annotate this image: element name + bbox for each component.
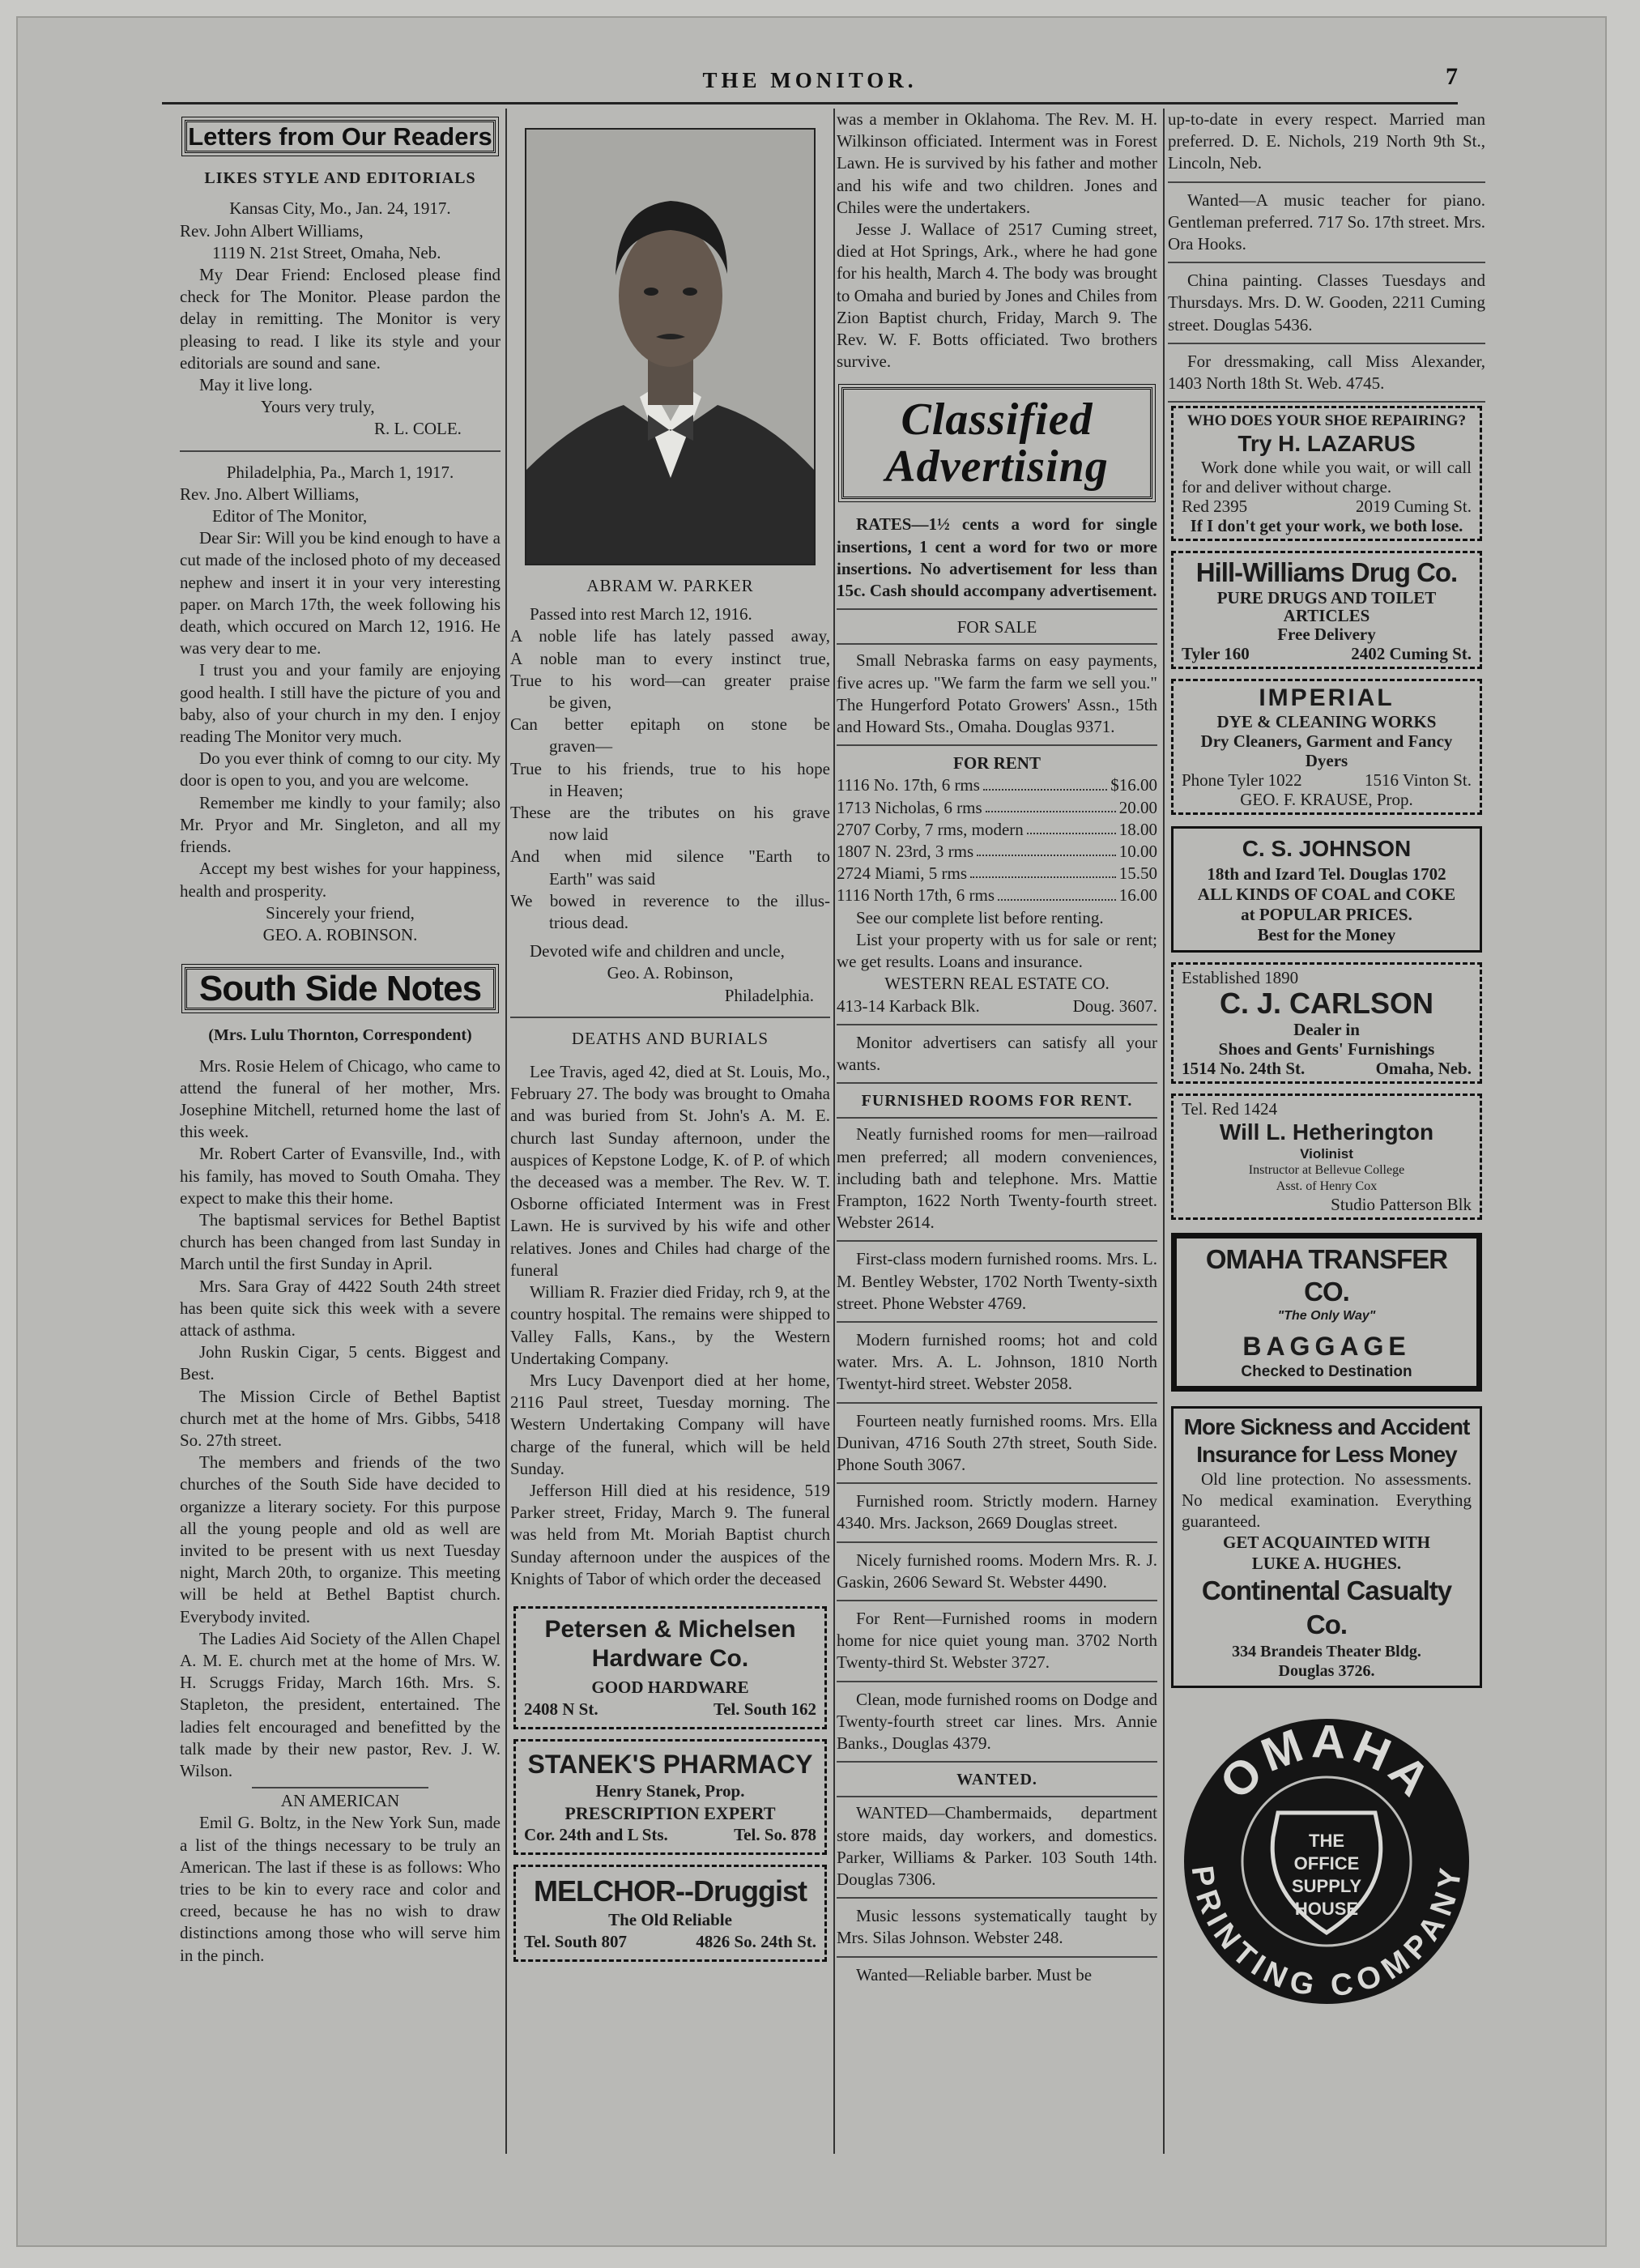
ad-lazarus — [1171, 406, 1482, 541]
divider — [837, 1117, 1157, 1119]
letter1-heading: LIKES STYLE AND EDITORIALS — [204, 169, 476, 188]
monitor-note: Monitor advertisers can satisfy all your wants. — [837, 1032, 1157, 1074]
ad-city: Omaha, Neb. — [1375, 1059, 1472, 1079]
letter2-to: Rev. Jno. Albert Williams, — [180, 484, 360, 504]
news-item: The Ladies Aid Society of the Allen Chapel A. M. E. church met at the home of Mrs. W. H. Scruggs Friday, March 16th. Mrs. S. Stapleton, the president, entertained. The ladies felt encouraged and benefitted by the talk made by their new pastor, Rev. J. W. Wilson. — [180, 1628, 501, 1781]
rental-place: 1116 North 17th, 6 rms — [837, 885, 995, 906]
letter1-closing: Yours very truly, — [261, 397, 375, 417]
ad-line: Asst. of Henry Cox — [1276, 1179, 1378, 1194]
ad-name: Petersen & Michelsen — [544, 1615, 796, 1643]
rental-price: 10.00 — [1118, 842, 1157, 862]
ad-phone: Tel. South 807 — [524, 1931, 628, 1951]
death-notice: Mrs Lucy Davenport died at her home, 2116 Paul street, Tuesday morning. The Western Undertaking Company will have charge of the funeral, which will be held Sunday. — [510, 1370, 830, 1478]
masthead — [162, 57, 1458, 104]
divider — [1168, 262, 1485, 263]
poem-line: A noble man to every instinct true, — [510, 648, 830, 668]
ad-contact — [524, 1931, 816, 1953]
poem-line: graven— — [549, 736, 613, 757]
furnished-ad: Fourteen neatly furnished rooms. Mrs. Ella Dunivan, 4716 South 27th street, South Side. Phone South 3067. — [837, 1410, 1157, 1474]
furnished-ad: Furnished room. Strictly modern. Harney 4340. Mrs. Jackson, 2669 Douglas street. — [837, 1491, 1157, 1533]
seal-graphic — [1181, 1716, 1472, 2007]
leader-dots — [970, 863, 1116, 878]
poem-signer-city: Philadelphia. — [724, 985, 814, 1005]
ad-studio: Studio Patterson Blk — [1331, 1195, 1472, 1215]
divider — [837, 1681, 1157, 1682]
portrait-photo — [525, 128, 816, 565]
rental-place: 2707 Corby, 7 rms, modern — [837, 819, 1024, 839]
rental-list — [837, 774, 1157, 906]
divider — [837, 1024, 1157, 1025]
letter1-wish: May it live long. — [199, 375, 313, 395]
divider — [837, 1897, 1157, 1899]
divider — [837, 1796, 1157, 1797]
news-item: John Ruskin Cigar, 5 cents. Biggest and Best. — [180, 1342, 501, 1384]
news-item: The members and friends of the two churches of the South Side have decided to organizze a literary society. For this purpose all the young people and old as well are invited to be present with us next Tuesday night, March 20th, to organize. This meeting will be held at Bethel Baptist church. Everybody invited. — [180, 1452, 501, 1626]
ad-tagline: PRESCRIPTION EXPERT — [564, 1802, 776, 1823]
ad-tagline: If I don't get your work, we both lose. — [1190, 516, 1463, 536]
ad-address: 2019 Cuming St. — [1356, 497, 1472, 517]
real-estate-name: WESTERN REAL ESTATE CO. — [884, 974, 1110, 994]
ad-line: 18th and Izard Tel. Douglas 1702 — [1207, 864, 1446, 885]
leader-dots — [998, 885, 1116, 900]
rental-row — [837, 819, 1157, 841]
poem-line: And when mid silence "Earth to — [510, 846, 830, 867]
ad-proprietor: Henry Stanek, Prop. — [595, 1780, 745, 1801]
leader-dots — [1027, 819, 1116, 834]
wanted-ad: Music lessons systematically taught by Mrs. Silas Johnson. Webster 248. — [837, 1906, 1157, 1948]
ad-line: Dealer in — [1293, 1020, 1360, 1040]
rental-place: 2724 Miami, 5 rms — [837, 863, 967, 884]
ad-tagline: GOOD HARDWARE — [591, 1677, 749, 1697]
seal-bottom-path: PRINTING COMPANY — [1184, 1864, 1469, 2005]
ad-contact — [1182, 770, 1472, 790]
letter2-paragraph: Remember me kindly to your family; also Mr. Pryor and Mr. Singleton, and all my friends. — [180, 792, 501, 857]
ad-body: Work done while you wait, or will call for and deliver without charge. — [1182, 458, 1472, 497]
news-item: The baptismal services for Bethel Baptist church has been changed from last Sunday in March until the first Sunday in April. — [180, 1209, 501, 1274]
real-estate-phone: Doug. 3607. — [1072, 995, 1157, 1016]
death-notice: Jesse J. Wallace of 2517 Cuming street, died at Hot Springs, Ark., where he had gone for his health, March 4. The body was brought to Omaha and buried by Jones and Chiles from Zion Baptist church, Friday, March 9. The Rev. W. F. Botts officiated. Two brothers survive. — [837, 220, 1157, 372]
ad-address: Cor. 24th and L Sts. — [524, 1824, 668, 1844]
death-notice: Lee Travis, aged 42, died at St. Louis, Mo., February 27. The body was brought to Omaha and was buried from St. John's A. M. E. church last Sunday afternoon, under the auspices of Kepstone Lodge, K. of P. of which the deceased was a member. The Rev. W. T. Osborne officiated Interment was in Frest Lawn. He is survived by his wife and other relatives. Jones and Chiles had charge of the funeral — [510, 1062, 830, 1280]
ad-name: C. J. CARLSON — [1219, 987, 1434, 1021]
column-4 — [1168, 109, 1485, 2007]
ad-name: MELCHOR--Druggist — [534, 1874, 807, 1908]
ad-line: Best for the Money — [1257, 925, 1396, 945]
death-notice: William R. Frazier died Friday, rch 9, at the country hospital. The remains were shipped to Valley Falls, Kans., by the Western Undertaking Company. — [510, 1282, 830, 1368]
ad-phone: Douglas 3726. — [1278, 1662, 1375, 1681]
for-sale-ad: Small Nebraska farms on easy payments, five acres up. "We farm the farm we sell you." The Hungerford Potato Growers' Assn., 15th and Howard Sts., Omaha. Douglas 9371. — [837, 650, 1157, 737]
furnished-ad: For Rent—Furnished rooms in modern home for nice quiet young man. 3702 North Twenty-third St. Webster 3727. — [837, 1608, 1157, 1673]
rental-place: 1116 No. 17th, 6 rms — [837, 775, 980, 795]
rental-row — [837, 797, 1157, 819]
ad-line: Dry Cleaners, Garment and Fancy Dyers — [1200, 731, 1453, 771]
ad-contact — [1182, 1059, 1472, 1078]
divider — [837, 1761, 1157, 1763]
divider — [837, 1541, 1157, 1543]
ad-address: 334 Brandeis Theater Bldg. — [1232, 1643, 1421, 1661]
classified-ad: China painting. Classes Tuesdays and Thursdays. Mrs. D. W. Gooden, 2211 Cuming street. Douglas 5436. — [1168, 271, 1485, 335]
ad-line: Shoes and Gents' Furnishings — [1218, 1039, 1435, 1059]
rental-row — [837, 863, 1157, 885]
classified-ad: Wanted—A music teacher for piano. Gentleman preferred. 717 So. 17th street. Mrs. Ora Hooks. — [1168, 190, 1485, 254]
ad-line: ARTICLES — [1283, 606, 1370, 626]
ad-hetherington — [1171, 1094, 1482, 1220]
letters-title: Letters from Our Readers — [185, 120, 496, 153]
letter2-paragraph: Accept my best wishes for your happiness, health and prosperity. — [180, 859, 501, 901]
divider — [837, 1482, 1157, 1484]
ad-line: BAGGAGE — [1242, 1332, 1411, 1362]
poem-line: True to his friends, true to his hope — [510, 758, 830, 778]
poem-signer: Geo. A. Robinson, — [607, 963, 734, 983]
furnished-ad: Modern furnished rooms; hot and cold water. Mrs. A. L. Johnson, 1810 North Twentyt-hird street. Webster 2058. — [837, 1329, 1157, 1394]
ad-address: 2402 Cuming St. — [1351, 644, 1472, 664]
poem-line: We bowed in reverence to the illus- — [510, 890, 830, 910]
divider — [837, 643, 1157, 645]
divider — [837, 1082, 1157, 1084]
furnished-ad: First-class modern furnished rooms. Mrs. L. M. Bentley Webster, 1702 North Twenty-sixth street. Phone Webster 4769. — [837, 1249, 1157, 1313]
ad-cs-johnson — [1171, 826, 1482, 953]
ad-address: 1516 Vinton St. — [1365, 770, 1472, 791]
poem-line: be given, — [549, 693, 611, 713]
photo-caption: ABRAM W. PARKER — [586, 576, 754, 595]
ad-contact — [1182, 497, 1472, 516]
death-notice: Jefferson Hill died at his residence, 519 Parker street, Friday, March 9. The funeral was held from Mt. Moriah Baptist church Sunday afternoon under the auspices of the Knights of Tabor of which order the deceased — [510, 1480, 830, 1588]
divider — [1168, 401, 1485, 403]
ad-petersen — [513, 1606, 827, 1729]
divider — [510, 1017, 830, 1018]
newspaper-title: THE MONITOR. — [702, 68, 918, 92]
ad-line: ALL KINDS OF COAL and COKE — [1197, 885, 1456, 905]
letter1-signature: R. L. COLE. — [374, 419, 462, 439]
ad-phone: Tel. So. 878 — [734, 1824, 816, 1844]
wanted-ad-continued: up-to-date in every respect. Married man preferred. D. E. Nichols, 219 North 9th St., Lincoln, Neb. — [1168, 109, 1485, 173]
for-rent-heading: FOR RENT — [953, 753, 1041, 774]
ad-carlson — [1171, 962, 1482, 1084]
seal-center-text: HOUSE — [1294, 1899, 1359, 1920]
ad-address: 4826 So. 24th St. — [696, 1931, 816, 1951]
news-item: Mr. Robert Carter of Evansville, Ind., with his family, has moved to South Omaha. They expect to make this their home. — [180, 1144, 501, 1208]
ad-line: at POPULAR PRICES. — [1241, 905, 1412, 925]
ad-phone: Phone Tyler 1022 — [1182, 770, 1302, 791]
divider — [1168, 343, 1485, 344]
ad-name: OMAHA TRANSFER CO. — [1205, 1244, 1448, 1307]
ad-role: Violinist — [1300, 1146, 1353, 1162]
ad-name: Hill-Williams Drug Co. — [1195, 557, 1458, 588]
letter2-paragraph: I trust you and your family are enjoying good health. I still have the picture of you and baby, also of your church in my den. I enjoy reading The Monitor very much. — [180, 660, 501, 747]
ad-phone: Tel. Red 1424 — [1182, 1099, 1278, 1119]
ad-contact — [524, 1699, 816, 1720]
rental-price: 18.00 — [1118, 819, 1157, 839]
classified-ad: For dressmaking, call Miss Alexander, 1403 North 18th St. Web. 4745. — [1168, 351, 1485, 394]
south-side-title: South Side Notes — [185, 967, 496, 1010]
real-estate-contact — [837, 995, 1157, 1017]
seal-center-text: SUPPLY — [1291, 1876, 1362, 1897]
rental-place: 1713 Nicholas, 6 rms — [837, 797, 982, 817]
letter2-closing: Sincerely your friend, — [266, 902, 415, 923]
column-1 — [180, 109, 501, 1967]
ad-phone: Tel. South 162 — [713, 1699, 816, 1719]
ad-address: 2408 N St. — [524, 1699, 598, 1719]
divider — [252, 1787, 428, 1788]
rental-row — [837, 841, 1157, 863]
leader-dots — [986, 797, 1116, 812]
for-sale-heading: FOR SALE — [956, 617, 1037, 637]
ad-proprietor: GEO. F. KRAUSE, Prop. — [1240, 790, 1413, 810]
memorial-poem — [510, 625, 830, 934]
furnished-ad: Clean, mode furnished rooms on Dodge and Twenty-fourth street car lines. Mrs. Annie Banks., Douglas 4379. — [837, 1689, 1157, 1753]
omaha-printing-seal — [1181, 1716, 1472, 2007]
classified-title-line: Advertising — [885, 441, 1109, 492]
american-text: Emil G. Boltz, in the New York Sun, made a list of the things necessary to be truly an American. The last if these is as follows: Who tries to be kin to every race and color and creed, because he has no wish to draw distinctions among those who will serve him in the pinch. — [180, 1813, 501, 1965]
ad-slogan: "The Only Way" — [1277, 1309, 1376, 1324]
furnished-ad: Neatly furnished rooms for men—railroad men preferred; all modern conveniences, including bath and telephone. Mrs. Mattie Frampton, 1622 North Twenty-fourth street. Webster 2614. — [837, 1124, 1157, 1233]
furnished-heading: FURNISHED ROOMS FOR RENT. — [861, 1092, 1133, 1111]
letter1-address: 1119 N. 21st Street, Omaha, Neb. — [212, 242, 441, 262]
ad-contact — [1182, 644, 1472, 663]
poem-line: A noble life has lately passed away, — [510, 626, 830, 646]
furnished-ad: Nicely furnished rooms. Modern Mrs. R. J. Gaskin, 2606 Seward St. Webster 4490. — [837, 1550, 1157, 1592]
seal-center-text: THE — [1309, 1831, 1344, 1852]
ad-name: IMPERIAL — [1259, 684, 1395, 712]
rent-note: List your property with us for sale or rent; we get results. Loans and insurance. — [837, 929, 1157, 972]
ad-line: Checked to Destination — [1241, 1363, 1412, 1381]
portrait-image — [526, 130, 814, 564]
passed-into-rest: Passed into rest March 12, 1916. — [530, 604, 752, 625]
ad-line: Instructor at Bellevue College — [1248, 1163, 1405, 1178]
letter2-paragraph: Dear Sir: Will you be kind enough to have a cut made of the inclosed photo of my deceased nephew and insert it in your very interesting paper. on March 17th, the week following his death, which occured on March 12, 1916. He was very dear to me. — [180, 528, 501, 659]
american-heading: AN AMERICAN — [280, 1791, 400, 1811]
ad-line: DYE & CLEANING WORKS — [1216, 712, 1437, 732]
deaths-heading: DEATHS AND BURIALS — [571, 1028, 769, 1048]
ad-name: Will L. Hetherington — [1219, 1119, 1434, 1145]
ad-hill-williams — [1171, 551, 1482, 669]
ad-line: Insurance for Less Money — [1196, 1442, 1457, 1468]
poem-line: Can better epitaph on stone be — [510, 714, 830, 735]
devoted-line: Devoted wife and children and uncle, — [530, 941, 785, 961]
classified-title — [841, 387, 1152, 499]
poem-line: now laid — [549, 825, 608, 845]
column-rule — [1163, 109, 1165, 2154]
column-3 — [837, 109, 1157, 1986]
ad-imperial — [1171, 679, 1482, 815]
leader-dots — [977, 841, 1116, 856]
poem-line: Earth" was said — [549, 868, 656, 889]
real-estate-address: 413-14 Karback Blk. — [837, 995, 980, 1016]
column-rule — [505, 109, 507, 2154]
rates: RATES—1½ cents a word for single insertions, 1 cent a word for two or more insertions. No advertisement for less than 15c. Cash should accompany advertisement. — [837, 514, 1157, 601]
ad-line: PURE DRUGS AND TOILET — [1216, 588, 1437, 608]
seal-center-text: OFFICE — [1293, 1853, 1360, 1874]
ad-tagline: The Old Reliable — [608, 1909, 732, 1929]
divider — [837, 1402, 1157, 1404]
wanted-ad: WANTED—Chambermaids, department store maids, day workers, and domestics. Parker, Williams & Parker. 103 South 14th. Douglas 7306. — [837, 1803, 1157, 1889]
ad-line: More Sickness and Accident — [1183, 1414, 1470, 1440]
rent-note: See our complete list before renting. — [856, 907, 1104, 927]
ad-question: WHO DOES YOUR SHOE REPAIRING? — [1186, 412, 1467, 430]
rental-price: 15.50 — [1118, 863, 1157, 884]
letter2-dateline: Philadelphia, Pa., March 1, 1917. — [226, 462, 454, 482]
ad-name: C. S. JOHNSON — [1242, 836, 1412, 862]
ad-phone: Tyler 160 — [1182, 644, 1250, 664]
letter1-dateline: Kansas City, Mo., Jan. 24, 1917. — [229, 198, 451, 219]
classified-title-line: Classified — [901, 394, 1093, 446]
divider — [837, 744, 1157, 746]
letter1-body: My Dear Friend: Enclosed please find check for The Monitor. Please pardon the delay in remitting. The Monitor is very pleasing to read. I like its style and your editorials are sound and sane. — [180, 265, 501, 373]
ad-address: 1514 No. 24th St. — [1182, 1059, 1306, 1079]
poem-line: in Heaven; — [549, 780, 624, 800]
poem-line: These are the tributes on his grave — [510, 803, 830, 823]
rental-price: $16.00 — [1110, 775, 1157, 795]
divider — [837, 608, 1157, 610]
rental-price: 16.00 — [1118, 885, 1157, 906]
ad-body: Old line protection. No assessments. No medical examination. Everything guaranteed. — [1182, 1469, 1472, 1532]
poem-line: trious dead. — [549, 913, 628, 933]
ad-line: GET ACQUAINTED WITH — [1223, 1533, 1430, 1553]
seal-top-path: OMAHA — [1209, 1716, 1444, 1810]
divider — [1168, 181, 1485, 183]
ad-continental — [1171, 1406, 1482, 1688]
rental-row — [837, 774, 1157, 796]
poem-line: True to his word—can greater praise — [510, 670, 830, 690]
leader-dots — [983, 774, 1107, 790]
ad-name: Hardware Co. — [591, 1644, 749, 1672]
ad-omaha-transfer — [1171, 1233, 1482, 1392]
divider — [180, 450, 501, 452]
divider — [837, 1956, 1157, 1958]
ad-name: Try H. LAZARUS — [1237, 431, 1416, 457]
ad-stanek — [513, 1739, 827, 1855]
rental-place: 1807 N. 23rd, 3 rms — [837, 842, 974, 862]
divider — [837, 1240, 1157, 1242]
letter2-paragraph: Do you ever think of comng to our city. My door is open to you, and you are welcome. — [180, 748, 501, 791]
divider — [837, 1600, 1157, 1601]
column-2 — [510, 109, 830, 1972]
ad-line: Free Delivery — [1277, 625, 1376, 645]
ad-melchor — [513, 1865, 827, 1962]
rental-row — [837, 885, 1157, 906]
ad-name: Continental Casualty Co. — [1201, 1575, 1452, 1640]
letter1-to: Rev. John Albert Williams, — [180, 220, 364, 241]
column-rule — [833, 109, 835, 2154]
wanted-ad: Wanted—Reliable barber. Must be — [856, 1964, 1093, 1985]
ad-line: LUKE A. HUGHES. — [1251, 1554, 1402, 1574]
wanted-heading: WANTED. — [956, 1771, 1037, 1789]
ad-established: Established 1890 — [1182, 968, 1299, 988]
correspondent: (Mrs. Lulu Thornton, Correspondent) — [208, 1026, 472, 1045]
page-number: 7 — [1446, 63, 1458, 90]
divider — [837, 1321, 1157, 1323]
ad-contact — [524, 1824, 816, 1846]
ad-name: STANEK'S PHARMACY — [527, 1749, 813, 1779]
news-item: Mrs. Sara Gray of 4422 South 24th street has been quite sick this week with a severe attack of asthma. — [180, 1276, 501, 1340]
news-item: The Mission Circle of Bethel Baptist church met at the home of Mrs. Gibbs, 5418 So. 27th street. — [180, 1386, 501, 1450]
letter2-editor: Editor of The Monitor, — [212, 506, 368, 526]
news-item: Mrs. Rosie Helem of Chicago, who came to attend the funeral of her mother, Mrs. Josephine Mitchell, returned home the last of this week. — [180, 1055, 501, 1142]
ad-phone: Red 2395 — [1182, 497, 1248, 517]
death-notice-continued: was a member in Oklahoma. The Rev. M. H. Wilkinson officiated. Interment was in Forest Lawn. He is survived by his father and mother and his wife and two children. Jones and Chiles were the undertakers. — [837, 109, 1157, 217]
letter2-signature: GEO. A. ROBINSON. — [262, 924, 418, 944]
rental-price: 20.00 — [1118, 797, 1157, 817]
